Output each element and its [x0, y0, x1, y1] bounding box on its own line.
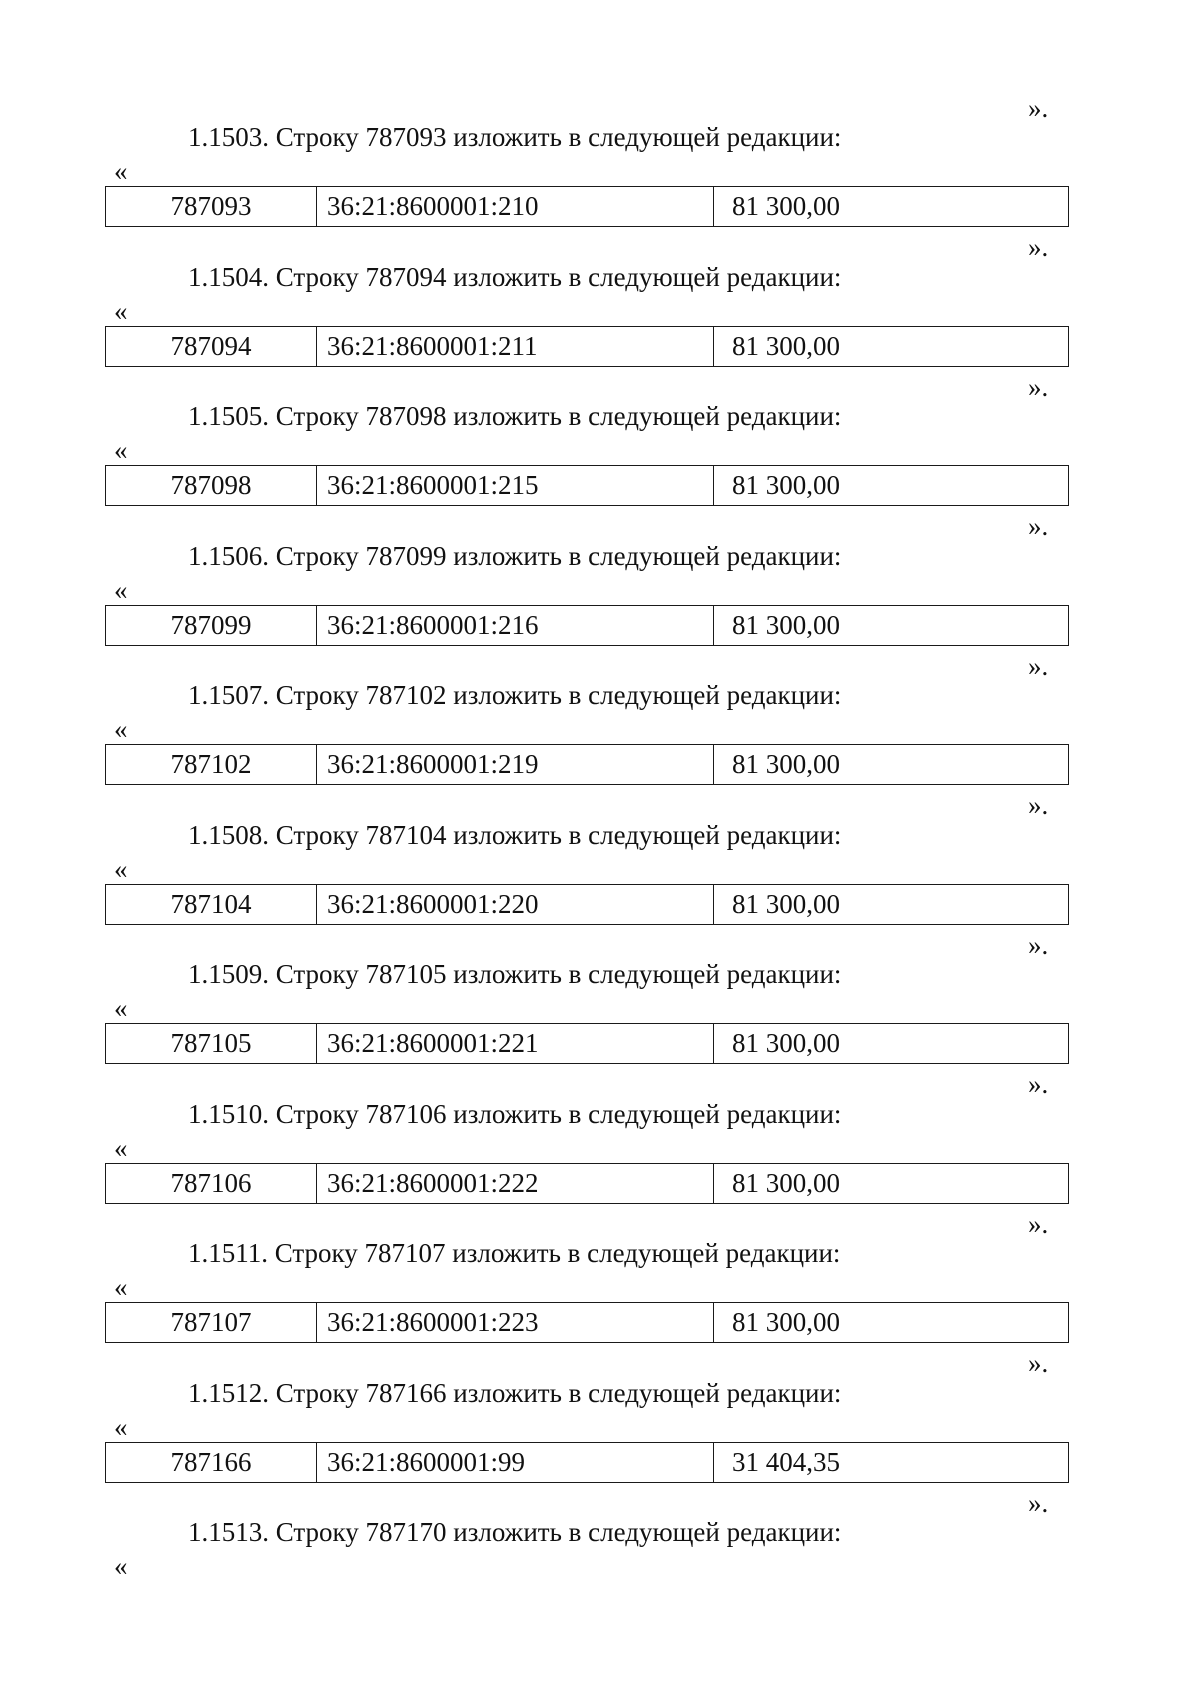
amendment-instruction: 1.1507. Строку 787102 изложить в следующей редакции: [188, 680, 842, 710]
amendment-instruction: 1.1512. Строку 787166 изложить в следующей редакции: [188, 1377, 842, 1408]
value-cell: 81 300,00 [714, 1024, 1069, 1064]
open-quote: « [114, 1132, 128, 1163]
open-quote: « [114, 435, 128, 465]
close-quote: ». [1028, 1487, 1049, 1518]
close-quote: ». [1028, 1069, 1049, 1099]
open-quote: « [114, 295, 128, 326]
row-number-cell: 787105 [106, 1024, 317, 1064]
value-cell: 81 300,00 [714, 605, 1069, 645]
amended-row-table [105, 1442, 1069, 1483]
table-row [106, 605, 1069, 645]
table-row [106, 466, 1069, 506]
value-cell: 81 300,00 [714, 187, 1069, 227]
close-quote: ». [1028, 790, 1049, 820]
row-number-cell: 787099 [106, 605, 317, 645]
amendment-instruction: 1.1505. Строку 787098 изложить в следующей редакции: [188, 401, 842, 431]
table-row [106, 326, 1069, 366]
table-row [106, 1303, 1069, 1343]
cadastral-number-cell: 36:21:8600001:211 [317, 326, 714, 366]
open-quote: « [114, 156, 128, 186]
amendment-instruction: 1.1506. Строку 787099 изложить в следующей редакции: [188, 540, 842, 571]
leading-close-quote: ». [1028, 93, 1049, 123]
amendment-instruction: 1.1509. Строку 787105 изложить в следующей редакции: [188, 959, 842, 989]
table-row [106, 745, 1069, 785]
cadastral-number-cell: 36:21:8600001:99 [317, 1442, 714, 1482]
row-number-cell: 787094 [106, 326, 317, 366]
open-quote: « [114, 714, 128, 744]
amended-row-table [105, 1163, 1069, 1204]
cadastral-number-cell: 36:21:8600001:215 [317, 466, 714, 506]
open-quote: « [114, 993, 128, 1023]
cadastral-number-cell: 36:21:8600001:220 [317, 884, 714, 924]
value-cell: 81 300,00 [714, 326, 1069, 366]
table-row [106, 1442, 1069, 1482]
value-cell: 81 300,00 [714, 745, 1069, 785]
open-quote: « [114, 853, 128, 884]
cadastral-number-cell: 36:21:8600001:223 [317, 1303, 714, 1343]
cadastral-number-cell: 36:21:8600001:210 [317, 187, 714, 227]
amendment-instruction: 1.1510. Строку 787106 изложить в следующей редакции: [188, 1098, 842, 1129]
close-quote: ». [1028, 1348, 1049, 1378]
amended-row-table [105, 326, 1069, 367]
cadastral-number-cell: 36:21:8600001:222 [317, 1163, 714, 1203]
value-cell: 81 300,00 [714, 884, 1069, 924]
row-number-cell: 787098 [106, 466, 317, 506]
amended-row-table [105, 744, 1069, 785]
row-number-cell: 787102 [106, 745, 317, 785]
close-quote: ». [1028, 1208, 1049, 1239]
amended-row-table [105, 465, 1069, 506]
amended-row-table [105, 884, 1069, 925]
cadastral-number-cell: 36:21:8600001:216 [317, 605, 714, 645]
table-row [106, 1163, 1069, 1203]
amendment-instruction: 1.1504. Строку 787094 изложить в следующей редакции: [188, 261, 842, 292]
row-number-cell: 787093 [106, 187, 317, 227]
table-row [106, 884, 1069, 924]
value-cell: 31 404,35 [714, 1442, 1069, 1482]
amended-row-table [105, 186, 1069, 227]
open-quote: « [114, 1551, 128, 1581]
close-quote: ». [1028, 929, 1049, 960]
amended-row-table [105, 605, 1069, 646]
table-row [106, 187, 1069, 227]
open-quote: « [114, 1272, 128, 1302]
close-quote: ». [1028, 371, 1049, 402]
open-quote: « [114, 1411, 128, 1442]
cadastral-number-cell: 36:21:8600001:219 [317, 745, 714, 785]
table-row [106, 1024, 1069, 1064]
row-number-cell: 787166 [106, 1442, 317, 1482]
cadastral-number-cell: 36:21:8600001:221 [317, 1024, 714, 1064]
open-quote: « [114, 574, 128, 605]
row-number-cell: 787106 [106, 1163, 317, 1203]
amended-row-table [105, 1302, 1069, 1343]
value-cell: 81 300,00 [714, 1163, 1069, 1203]
row-number-cell: 787107 [106, 1303, 317, 1343]
amended-row-table [105, 1023, 1069, 1064]
value-cell: 81 300,00 [714, 466, 1069, 506]
amendment-instruction: 1.1508. Строку 787104 изложить в следующей редакции: [188, 819, 842, 850]
close-quote: ». [1028, 650, 1049, 681]
close-quote: ». [1028, 511, 1049, 541]
close-quote: ». [1028, 232, 1049, 262]
value-cell: 81 300,00 [714, 1303, 1069, 1343]
row-number-cell: 787104 [106, 884, 317, 924]
amendment-instruction: 1.1513. Строку 787170 изложить в следующей редакции: [188, 1517, 842, 1547]
amendment-instruction: 1.1511. Строку 787107 изложить в следующей редакции: [188, 1238, 841, 1268]
amendment-instruction: 1.1503. Строку 787093 изложить в следующей редакции: [188, 122, 842, 152]
